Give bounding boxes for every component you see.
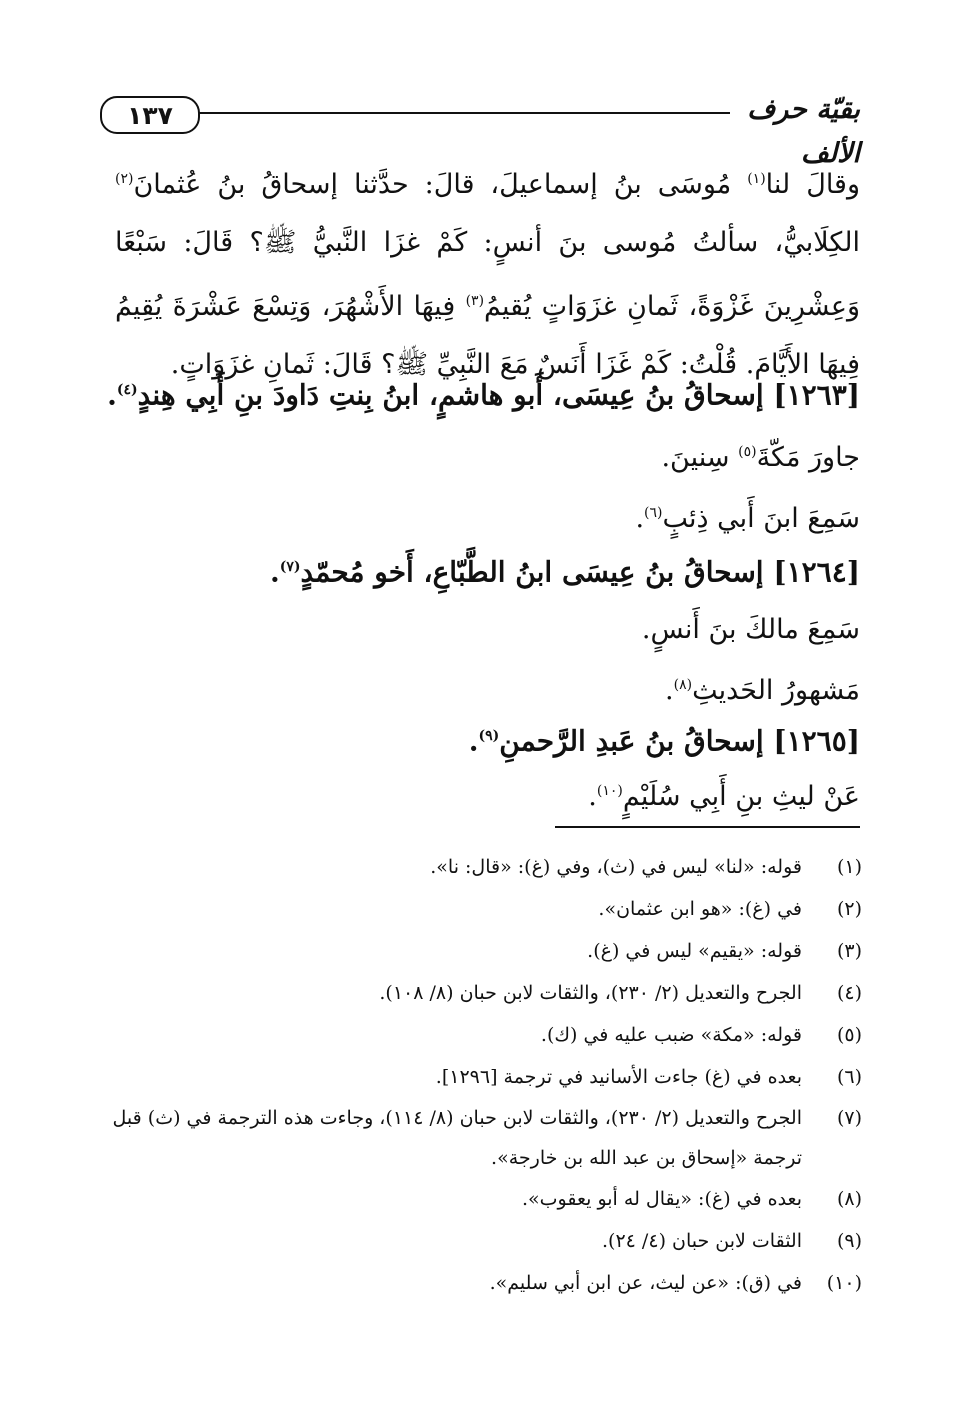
- entry-line: عَنْ ليثِ بنِ أَبِي سُلَيْمٍ$^{(١٠)}$.: [588, 781, 860, 812]
- footnote-ref: (١): [747, 171, 766, 187]
- footnote-item: [112, 1014, 862, 1056]
- footnote-number: (٨): [836, 1188, 862, 1210]
- footnote-ref: (٦): [644, 505, 663, 521]
- footnote-text: الجرح والتعديل (٢/ ٢٣٠)، والثقات لابن حبان (٨/ ١١٤)، وجاءت هذه الترجمة في (ث) قبل ترجمة «إسحاق بن عبد الله بن خارجة».: [112, 1107, 802, 1169]
- entry-heading-1264: [١٢٦٤] إسحاقُ بنُ عِيسَى ابنُ الطَّبّاعِ، أَخو مُحمّدٍ$^{(٧)}$.: [270, 555, 860, 589]
- footnote-text: بعده في (غ) جاءت الأسانيد في ترجمة [١٢٩٦].: [435, 1066, 802, 1088]
- footnote-separator: [555, 826, 860, 828]
- entry-heading-1265: [١٢٦٥] إسحاقُ بنُ عَبدِ الرَّحمنِ$^{(٩)}$.: [468, 724, 860, 758]
- intro-text: الكِلَابيُّ، سألتُ مُوسى بنَ أنسٍ: كَمْ غزَا النَّبيُّ ﷺ؟ قَالَ: سَبْعًا وَعِشْرِينَ غَزْوَةً، ثَمانِ غزَوَاتٍ يُقيمُ: [115, 227, 860, 322]
- footnote-item: [112, 888, 862, 930]
- footnote-text: في (غ): «هو ابن عثمان».: [598, 898, 802, 920]
- footnote-item: [112, 1178, 862, 1220]
- footnote-number: (٦): [836, 1066, 862, 1088]
- footnote-ref: (٨): [673, 677, 693, 693]
- footnote-ref: (١٠): [596, 783, 623, 799]
- footnote-ref: (٥): [738, 444, 757, 460]
- header-rule: [198, 112, 730, 114]
- footnote-item: [112, 846, 862, 888]
- footnote-item: [112, 1262, 862, 1304]
- footnote-text: قوله: «يقيم» ليس في (غ).: [587, 940, 802, 962]
- footnote-number: (١): [836, 856, 862, 878]
- intro-text: وقالَ لنا: [765, 169, 860, 200]
- footnote-number: (١٠): [826, 1272, 862, 1294]
- footnote-item: [112, 1220, 862, 1262]
- footnote-number: (٤): [836, 982, 862, 1004]
- footnote-ref: (٣): [465, 293, 485, 309]
- entry-line: جاورَ مَكّةَ$^{(٥)}$ سِنينَ.: [661, 442, 860, 473]
- intro-text: مُوسَى بنُ إسماعيلَ، قالَ: حدَّثنا إسحاقُ بنُ عُثمانَ: [133, 169, 748, 200]
- footnote-item: [112, 1098, 862, 1178]
- intro-text: فِيهَا الأَشْهُرَ، وَتِسْعَ عَشْرَةَ يُقِيمُ فِيهَا الأَيَّامَ. قُلْتُ: كَمْ غَزَا أَنَسٌ مَعَ النَّبِيِّ ﷺ؟ قَالَ: ثَمانِ غزَوَاتٍ.: [115, 291, 860, 380]
- footnote-item: [112, 972, 862, 1014]
- entry-heading-1263: [١٢٦٣] إسحاقُ بنُ عِيسَى، أَبو هاشمٍ، ابنُ بِنتِ دَاودَ بنِ أَبِي هِندٍ$^{(٤)}$.: [107, 378, 860, 412]
- footnote-item: [112, 1056, 862, 1098]
- entry-line: سَمِعَ ابنَ أَبي ذِئبٍ$^{(٦)}$.: [635, 503, 860, 534]
- entry-line: مَشهورُ الحَديثِ$^{(٨)}$.: [665, 675, 860, 706]
- footnote-text: الجرح والتعديل (٢/ ٢٣٠)، والثقات لابن حبان (٨/ ١٠٨).: [379, 982, 802, 1004]
- footnote-text: قوله: «مكة» ضبب عليه في (ك).: [540, 1024, 802, 1046]
- footnote-text: بعده في (غ): «يقال له أبو يعقوب».: [521, 1188, 802, 1210]
- footnote-number: (٢): [836, 898, 862, 920]
- footnotes: [112, 846, 862, 1304]
- footnote-ref: (٢): [115, 171, 134, 187]
- footnote-item: [112, 930, 862, 972]
- intro-paragraph: [115, 150, 860, 394]
- footnote-number: (٩): [836, 1230, 862, 1252]
- footnote-text: الثقات لابن حبان (٤/ ٢٤).: [602, 1230, 802, 1252]
- footnote-ref: (٩): [478, 728, 500, 744]
- footnote-ref: (٤): [116, 382, 138, 398]
- footnote-number: (٥): [836, 1024, 862, 1046]
- footnote-text: في (ق): «عن ليث، عن ابن أبي سليم».: [489, 1272, 802, 1294]
- footnote-text: قوله: «لنا» ليس في (ث)، وفي (غ): «قال: نا».: [430, 856, 802, 878]
- running-title: بقيّة حرف الألف: [747, 94, 860, 169]
- page-header: [100, 88, 860, 169]
- footnote-number: (٣): [836, 940, 862, 962]
- footnote-number: (٧): [836, 1107, 862, 1129]
- page-number: ١٣٧: [100, 96, 200, 134]
- footnote-ref: (٧): [279, 559, 301, 575]
- entry-line: سَمِعَ مالكَ بنَ أَنسٍ.: [641, 614, 860, 645]
